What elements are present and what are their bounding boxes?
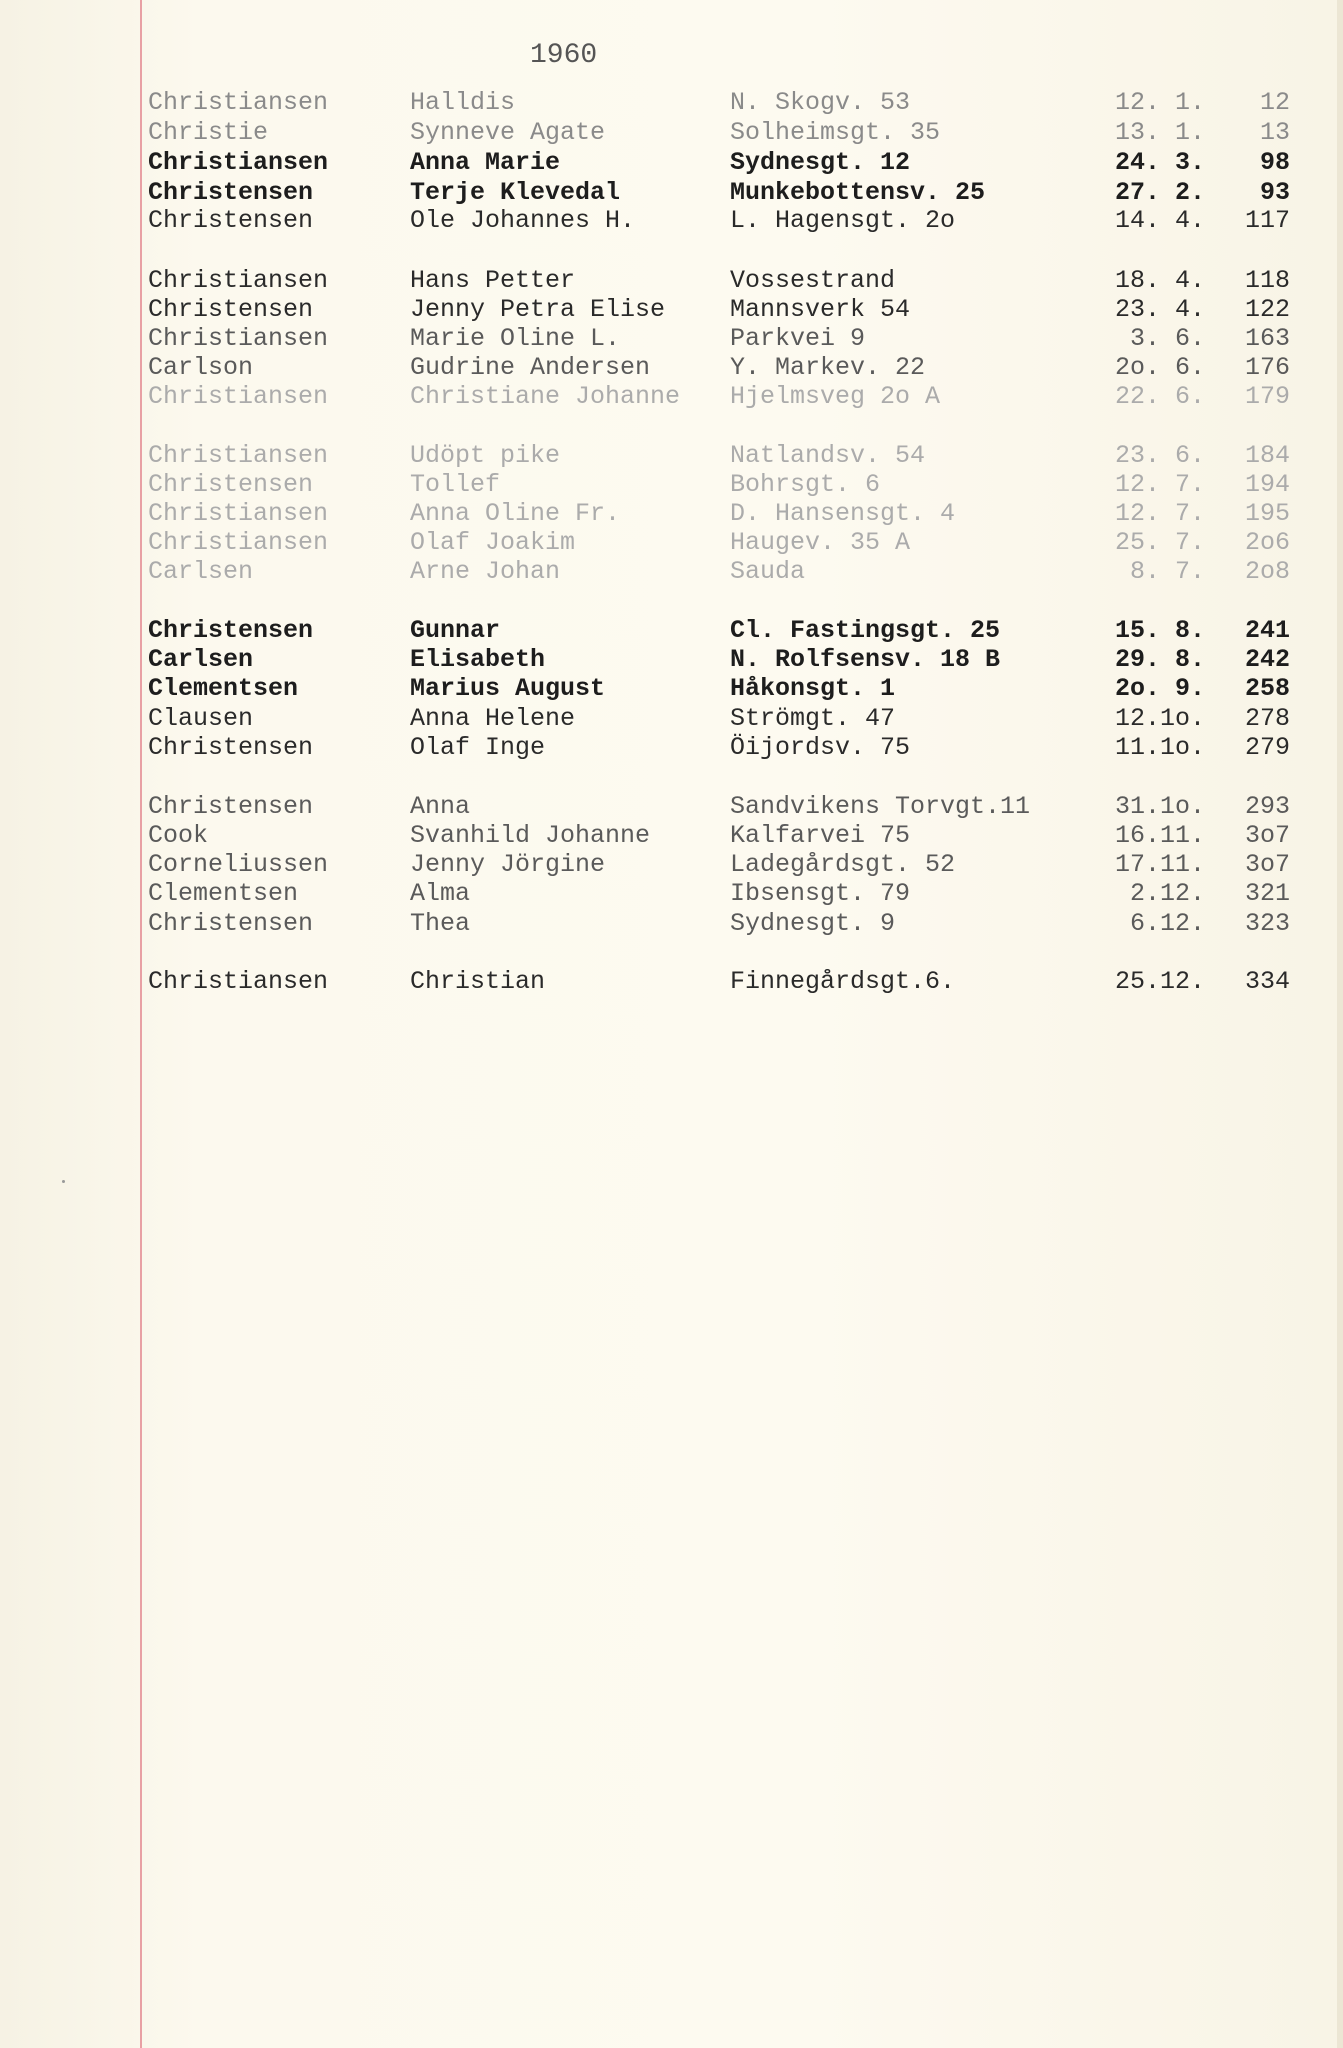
surname-cell: Christensen (148, 909, 314, 938)
ledger-row (0, 441, 1343, 471)
entry-number-cell: 179 (1244, 382, 1290, 411)
given-name-cell: Christian (410, 967, 546, 996)
ledger-row (0, 295, 1343, 325)
date-cell: 22. 6. (1114, 382, 1205, 411)
address-cell: D. Hansensgt. 4 (730, 499, 956, 528)
address-cell: Håkonsgt. 1 (730, 674, 896, 703)
given-name-cell: Thea (410, 909, 471, 938)
date-cell: 12. 7. (1114, 499, 1205, 528)
entry-number-cell: 3o7 (1244, 821, 1290, 850)
ledger-row (0, 557, 1343, 587)
date-cell: 24. 3. (1114, 148, 1205, 177)
date-cell: 18. 4. (1114, 266, 1205, 295)
surname-cell: Christiansen (148, 148, 329, 177)
ledger-row (0, 879, 1343, 909)
address-cell: Sydnesgt. 9 (730, 909, 896, 938)
given-name-cell: Olaf Inge (410, 733, 546, 762)
address-cell: Cl. Fastingsgt. 25 (730, 616, 1001, 645)
given-name-cell: Terje Klevedal (410, 178, 621, 207)
given-name-cell: Jenny Petra Elise (410, 295, 666, 324)
ledger-row (0, 528, 1343, 558)
entry-number-cell: 3o7 (1244, 850, 1290, 879)
entry-number-cell: 117 (1244, 206, 1290, 235)
ledger-row (0, 792, 1343, 822)
date-cell: 2o. 9. (1114, 674, 1205, 703)
ledger-row (0, 148, 1343, 178)
ledger-row (0, 266, 1343, 296)
entry-number-cell: 93 (1259, 178, 1290, 207)
surname-cell: Carlson (148, 353, 254, 382)
given-name-cell: Synneve Agate (410, 118, 606, 147)
given-name-cell: Halldis (410, 88, 516, 117)
date-cell: 13. 1. (1114, 118, 1205, 147)
entry-number-cell: 12 (1259, 88, 1290, 117)
address-cell: Vossestrand (730, 266, 896, 295)
date-cell: 12.1o. (1114, 704, 1205, 733)
given-name-cell: Gudrine Andersen (410, 353, 651, 382)
address-cell: Ibsensgt. 79 (730, 879, 911, 908)
address-cell: Solheimsgt. 35 (730, 118, 941, 147)
address-cell: Ladegårdsgt. 52 (730, 850, 956, 879)
ledger-row (0, 674, 1343, 704)
address-cell: Sauda (730, 557, 806, 586)
surname-cell: Clausen (148, 704, 254, 733)
given-name-cell: Arne Johan (410, 557, 561, 586)
date-cell: 14. 4. (1114, 206, 1205, 235)
date-cell: 17.11. (1114, 850, 1205, 879)
paper-speck (62, 1180, 65, 1183)
date-cell: 25. 7. (1114, 528, 1205, 557)
given-name-cell: Ole Johannes H. (410, 206, 636, 235)
address-cell: Kalfarvei 75 (730, 821, 911, 850)
surname-cell: Christensen (148, 616, 314, 645)
entry-number-cell: 278 (1244, 704, 1290, 733)
address-cell: Munkebottensv. 25 (730, 178, 986, 207)
address-cell: Mannsverk 54 (730, 295, 911, 324)
surname-cell: Christensen (148, 733, 314, 762)
entry-number-cell: 242 (1244, 645, 1290, 674)
date-cell: 3. 6. (1129, 324, 1205, 353)
date-cell: 16.11. (1114, 821, 1205, 850)
address-cell: N. Skogv. 53 (730, 88, 911, 117)
ledger-row (0, 353, 1343, 383)
date-cell: 23. 4. (1114, 295, 1205, 324)
given-name-cell: Gunnar (410, 616, 501, 645)
surname-cell: Christiansen (148, 382, 329, 411)
surname-cell: Christie (148, 118, 269, 147)
surname-cell: Christensen (148, 206, 314, 235)
given-name-cell: Svanhild Johanne (410, 821, 651, 850)
surname-cell: Christiansen (148, 266, 329, 295)
ledger-row (0, 850, 1343, 880)
ledger-row (0, 178, 1343, 208)
date-cell: 12. 7. (1114, 470, 1205, 499)
ledger-row (0, 382, 1343, 412)
given-name-cell: Anna Helene (410, 704, 576, 733)
given-name-cell: Olaf Joakim (410, 528, 576, 557)
surname-cell: Christiansen (148, 324, 329, 353)
entry-number-cell: 258 (1244, 674, 1290, 703)
date-cell: 2o. 6. (1114, 353, 1205, 382)
given-name-cell: Tollef (410, 470, 501, 499)
date-cell: 11.1o. (1114, 733, 1205, 762)
entry-number-cell: 334 (1244, 967, 1290, 996)
ledger-row (0, 118, 1343, 148)
entry-number-cell: 241 (1244, 616, 1290, 645)
given-name-cell: Anna (410, 792, 471, 821)
entry-number-cell: 2o8 (1244, 557, 1290, 586)
given-name-cell: Marie Oline L. (410, 324, 621, 353)
surname-cell: Christiansen (148, 967, 329, 996)
address-cell: Hjelmsveg 2o A (730, 382, 941, 411)
ledger-row (0, 704, 1343, 734)
given-name-cell: Anna Marie (410, 148, 561, 177)
address-cell: N. Rolfsensv. 18 B (730, 645, 1001, 674)
entry-number-cell: 176 (1244, 353, 1290, 382)
date-cell: 8. 7. (1129, 557, 1205, 586)
surname-cell: Christiansen (148, 88, 329, 117)
ledger-row (0, 470, 1343, 500)
surname-cell: Christensen (148, 792, 314, 821)
ledger-row (0, 324, 1343, 354)
entry-number-cell: 184 (1244, 441, 1290, 470)
given-name-cell: Hans Petter (410, 266, 576, 295)
date-cell: 15. 8. (1114, 616, 1205, 645)
address-cell: Haugev. 35 A (730, 528, 911, 557)
surname-cell: Christensen (148, 178, 314, 207)
entry-number-cell: 98 (1259, 148, 1290, 177)
ledger-row (0, 645, 1343, 675)
given-name-cell: Marius August (410, 674, 606, 703)
ledger-row (0, 206, 1343, 236)
surname-cell: Carlsen (148, 645, 254, 674)
ledger-row (0, 733, 1343, 763)
given-name-cell: Alma (410, 879, 471, 908)
entry-number-cell: 118 (1244, 266, 1290, 295)
entry-number-cell: 321 (1244, 879, 1290, 908)
address-cell: Sydnesgt. 12 (730, 148, 911, 177)
address-cell: Y. Markev. 22 (730, 353, 926, 382)
date-cell: 27. 2. (1114, 178, 1205, 207)
date-cell: 12. 1. (1114, 88, 1205, 117)
entry-number-cell: 279 (1244, 733, 1290, 762)
entry-number-cell: 293 (1244, 792, 1290, 821)
page-year: 1960 (530, 40, 598, 71)
given-name-cell: Anna Oline Fr. (410, 499, 621, 528)
given-name-cell: Christiane Johanne (410, 382, 681, 411)
entry-number-cell: 163 (1244, 324, 1290, 353)
surname-cell: Clementsen (148, 674, 299, 703)
given-name-cell: Elisabeth (410, 645, 546, 674)
date-cell: 29. 8. (1114, 645, 1205, 674)
date-cell: 6.12. (1129, 909, 1205, 938)
surname-cell: Christensen (148, 470, 314, 499)
ledger-row (0, 909, 1343, 939)
surname-cell: Christensen (148, 295, 314, 324)
address-cell: Öijordsv. 75 (730, 733, 911, 762)
address-cell: L. Hagensgt. 2o (730, 206, 956, 235)
entry-number-cell: 323 (1244, 909, 1290, 938)
date-cell: 2.12. (1129, 879, 1205, 908)
entry-number-cell: 122 (1244, 295, 1290, 324)
date-cell: 25.12. (1114, 967, 1205, 996)
entry-number-cell: 2o6 (1244, 528, 1290, 557)
ledger-row (0, 616, 1343, 646)
surname-cell: Carlsen (148, 557, 254, 586)
given-name-cell: Jenny Jörgine (410, 850, 606, 879)
surname-cell: Clementsen (148, 879, 299, 908)
surname-cell: Cook (148, 821, 209, 850)
ledger-row (0, 88, 1343, 118)
surname-cell: Corneliussen (148, 850, 329, 879)
address-cell: Strömgt. 47 (730, 704, 896, 733)
date-cell: 31.1o. (1114, 792, 1205, 821)
address-cell: Bohrsgt. 6 (730, 470, 881, 499)
surname-cell: Christiansen (148, 441, 329, 470)
ledger-row (0, 499, 1343, 529)
given-name-cell: Udöpt pike (410, 441, 561, 470)
date-cell: 23. 6. (1114, 441, 1205, 470)
surname-cell: Christiansen (148, 528, 329, 557)
address-cell: Parkvei 9 (730, 324, 866, 353)
entry-number-cell: 195 (1244, 499, 1290, 528)
ledger-row (0, 967, 1343, 997)
entry-number-cell: 194 (1244, 470, 1290, 499)
address-cell: Sandvikens Torvgt.11 (730, 792, 1031, 821)
entry-number-cell: 13 (1259, 118, 1290, 147)
ledger-row (0, 821, 1343, 851)
surname-cell: Christiansen (148, 499, 329, 528)
address-cell: Finnegårdsgt.6. (730, 967, 956, 996)
address-cell: Natlandsv. 54 (730, 441, 926, 470)
